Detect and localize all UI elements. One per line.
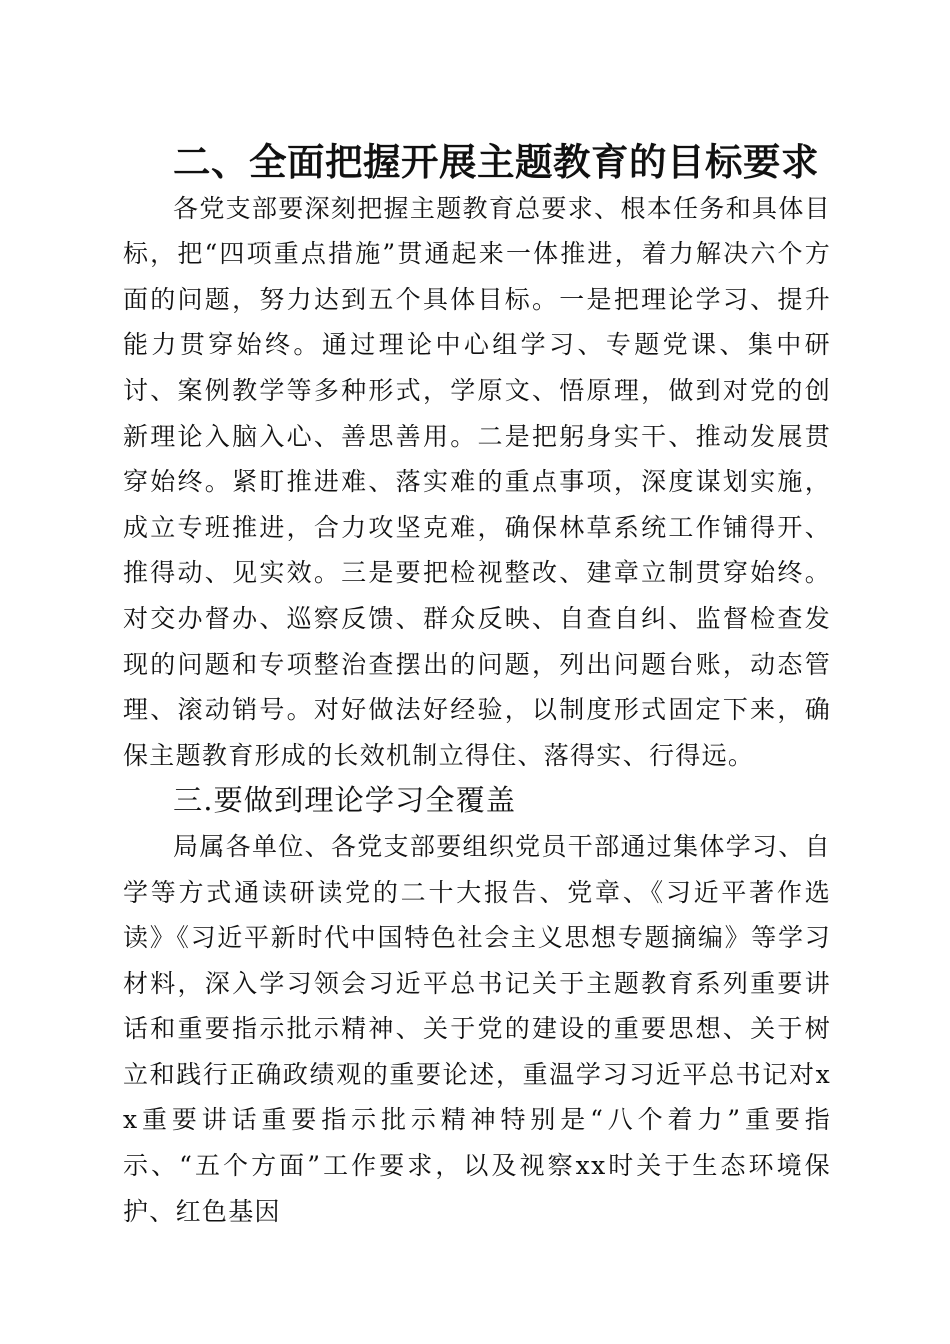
section-heading-goals: 二、全面把握开展主题教育的目标要求 — [173, 140, 819, 184]
section-paragraph-theory-study: 局属各单位、各党支部要组织党员干部通过集体学习、自学等方式通读研读党的二十大报告、党章、《习近平著作选读》《习近平新时代中国特色社会主义思想专题摘编》等学习材料，深入学习领会习近平总书记关于主题教育系列重要讲话和重要指示批示精神、关于党的建设的重要思想、关于树立和践行正确政绩观的重要论述，重温学习习近平总书记对xx重要讲话重要指示批示精神特别是“八个着力”重要指示、“五个方面”工作要求，以及视察xx时关于生态环境保护、红色基因 — [123, 831, 831, 1226]
document-body — [123, 140, 831, 1234]
section-heading-theory-study: 三.要做到理论学习全覆盖 — [173, 783, 517, 818]
section-paragraph-goals: 各党支部要深刻把握主题教育总要求、根本任务和具体目标，把“四项重点措施”贯通起来一体推进，着力解决六个方面的问题，努力达到五个具体目标。一是把理论学习、提升能力贯穿始终。通过理论中心组学习、专题党课、集中研讨、案例教学等多种形式，学原文、悟原理，做到对党的创新理论入脑入心、善思善用。二是把躬身实干、推动发展贯穿始终。紧盯推进难、落实难的重点事项，深度谋划实施，成立专班推进，合力攻坚克难，确保林草系统工作铺得开、推得动、见实效。三是要把检视整改、建章立制贯穿始终。对交办督办、巡察反馈、群众反映、自查自纠、监督检查发现的问题和专项整治查摆出的问题，列出问题台账，动态管理、滚动销号。对好做法好经验，以制度形式固定下来，确保主题教育形成的长效机制立得住、落得实、行得远。 — [123, 193, 831, 770]
